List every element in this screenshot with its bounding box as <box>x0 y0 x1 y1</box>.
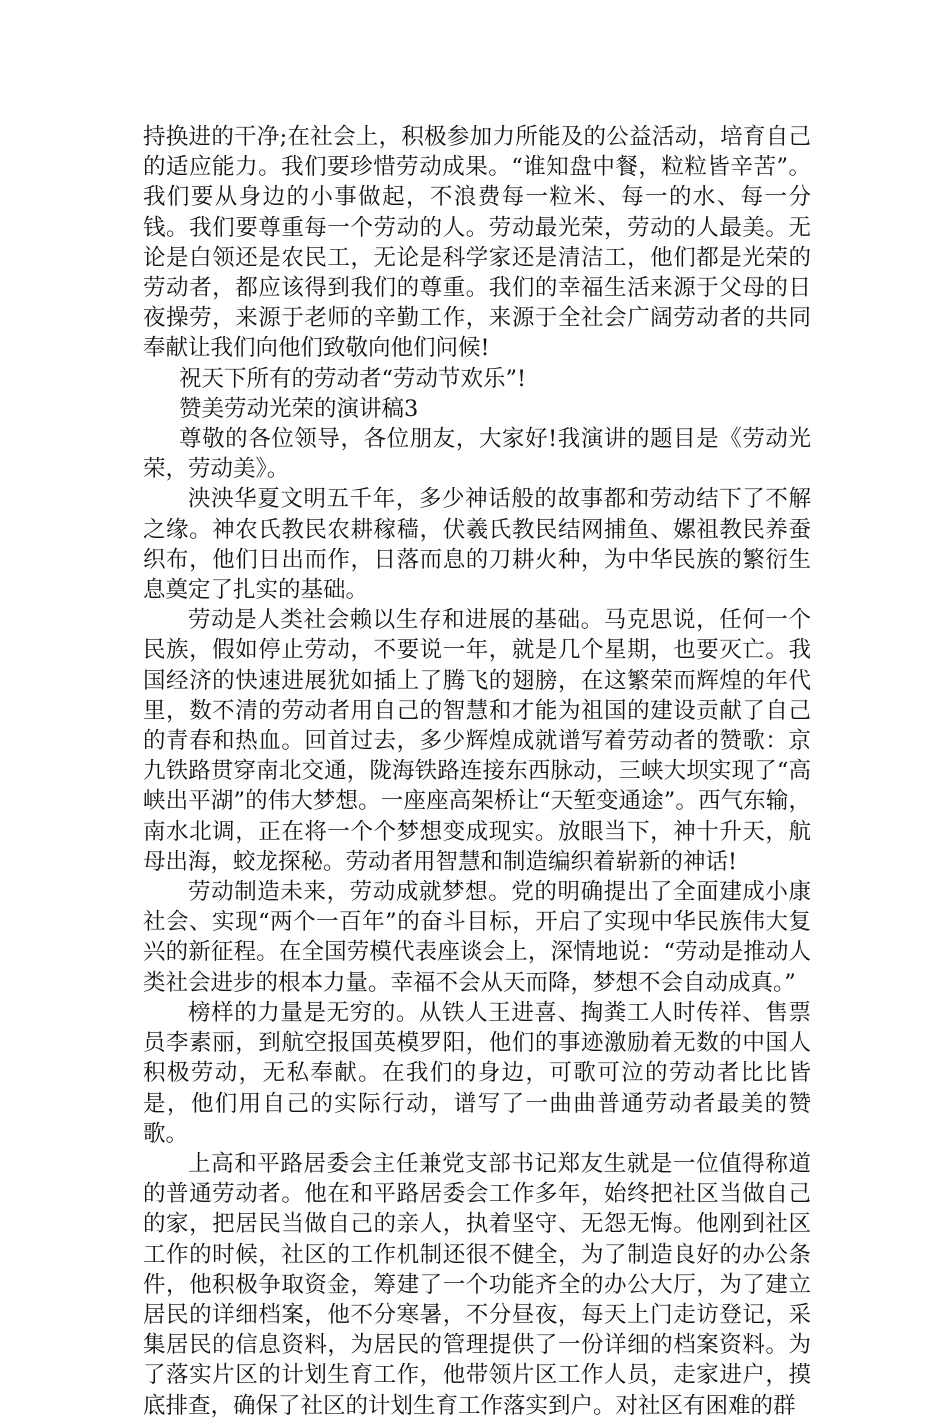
paragraph: 劳动制造未来，劳动成就梦想。党的明确提出了全面建成小康社会、实现“两个一百年”的奋斗目标，开启了实现中华民族伟大复兴的新征程。在全国劳模代表座谈会上，深情地说：“劳动是推动人类社会进步的根本力量。幸福不会从天而降，梦想不会自动成真。” <box>143 879 811 996</box>
paragraph: 榜样的力量是无穷的。从铁人王进喜、掏粪工人时传祥、售票员李素丽，到航空报国英模罗阳，他们的事迹激励着无数的中国人积极劳动，无私奉献。在我们的身边，可歌可泣的劳动者比比皆是，他们用自己的实际行动，谱写了一曲曲普通劳动者最美的赞歌。 <box>143 999 811 1147</box>
paragraph-continuation: 持换进的干净;在社会上，积极参加力所能及的公益活动，培育自己的适应能力。我们要珍惜劳动成果。“谁知盘中餐，粒粒皆辛苦”。我们要从身边的小事做起，不浪费每一粒米、每一的水、每一分钱。我们要尊重每一个劳动的人。劳动最光荣，劳动的人最美。无论是白领还是农民工，无论是科学家还是清洁工，他们都是光荣的劳动者，都应该得到我们的尊重。我们的幸福生活来源于父母的日夜操劳，来源于老师的辛勤工作，来源于全社会广阔劳动者的共同奉献让我们向他们致敬向他们问候! <box>143 124 811 362</box>
paragraph: 劳动是人类社会赖以生存和进展的基础。马克思说，任何一个民族，假如停止劳动，不要说一年，就是几个星期，也要灭亡。我国经济的快速进展犹如插上了腾飞的翅膀，在这繁荣而辉煌的年代里，数不清的劳动者用自己的智慧和才能为祖国的建设贡献了自己的青春和热血。回首过去，多少辉煌成就谱写着劳动者的赞歌：京九铁路贯穿南北交通，陇海铁路连接东西脉动，三峡大坝实现了“高峡出平湖”的伟大梦想。一座座高架桥让“天堑变通途”。西气东输，南水北调，正在将一个个梦想变成现实。放眼当下，神十升天，航母出海，蛟龙探秘。劳动者用智慧和制造编织着崭新的神话! <box>143 607 811 875</box>
paragraph-greeting: 祝天下所有的劳动者“劳动节欢乐”! <box>179 365 527 392</box>
section-heading: 赞美劳动光荣的演讲稿3 <box>179 395 419 422</box>
document-body <box>143 122 811 1421</box>
paragraph: 上高和平路居委会主任兼党支部书记郑友生就是一位值得称道的普通劳动者。他在和平路居委会工作多年，始终把社区当做自己的家，把居民当做自己的亲人，执着坚守、无怨无悔。他刚到社区工作的时候，社区的工作机制还很不健全，为了制造良好的办公条件，他积极争取资金，筹建了一个功能齐全的办公大厅，为了建立居民的详细档案，他不分寒暑，不分昼夜，每天上门走访登记，采集居民的信息资料，为居民的管理提供了一份详细的档案资料。为了落实片区的计划生育工作，他带领片区工作人员，走家进户，摸底排查，确保了社区的计划生育工作落实到户。对社区有困难的群 <box>143 1150 811 1419</box>
paragraph-opening: 尊敬的各位领导，各位朋友，大家好!我演讲的题目是《劳动光荣，劳动美》。 <box>143 426 811 483</box>
paragraph: 泱泱华夏文明五千年，多少神话般的故事都和劳动结下了不解之缘。神农氏教民农耕稼穑，伏羲氏教民结网捕鱼、嫘祖教民养蚕织布，他们日出而作，日落而息的刀耕火种，为中华民族的繁衍生息奠定了扎实的基础。 <box>143 486 811 604</box>
